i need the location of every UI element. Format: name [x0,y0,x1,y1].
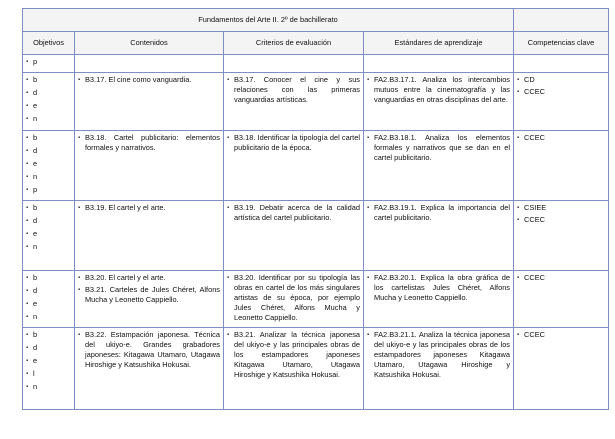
criterios-list [227,133,360,153]
list-item: ▪ p [26,57,71,67]
list-item: ▪ l [26,369,71,379]
objetivos-cell [23,328,75,410]
list-item: ▪ B3.18. Identificar la tipología del cartel publicitario de la época. [227,133,360,153]
objetivos-cell [23,201,75,271]
contenidos-cell [75,328,224,410]
column-header-objetivos: Objetivos [23,32,75,55]
list-item: ▪ B3.20. El cartel y el arte. [78,273,220,283]
competencias-cell [514,131,609,201]
list-item: ▪ B3.19. El cartel y el arte. [78,203,220,213]
contenidos-list [78,75,220,85]
list-item: ▪ d [26,343,71,353]
table-row [23,271,609,328]
list-item: ▪ CCEC [517,215,605,225]
estandares-list [367,203,510,223]
criterios-list [227,330,360,380]
list-item: ▪ e [26,356,71,366]
list-item: ▪ d [26,286,71,296]
table-row [23,328,609,410]
list-item: ▪ B3.22. Estampación japonesa. Técnica del ukiyo-e. Grandes grabadores japoneses: Kitagawa Utamaro, Utagawa Hiroshige y Katsushika Hokusai. [78,330,220,370]
list-item: ▪ b [26,75,71,85]
contenidos-cell [75,55,224,73]
objetivos-list [26,57,71,67]
list-item: ▪ B3.21. Analizar la técnica japonesa del ukiyo-e y las principales obras de los estampadores japoneses Kitagawa Utamaro, Utagawa Hiroshige y Katsushika Hokusai. [227,330,360,380]
list-item: ▪ b [26,203,71,213]
estandares-cell [364,271,514,328]
list-item: ▪ CD [517,75,605,85]
list-item: ▪ b [26,133,71,143]
contenidos-list [78,273,220,305]
list-item: ▪ n [26,242,71,252]
list-item: ▪ CCEC [517,273,605,283]
list-item: ▪ n [26,172,71,182]
list-item: ▪ n [26,114,71,124]
table-title-spacer [514,9,609,32]
contenidos-cell [75,271,224,328]
contenidos-list [78,330,220,370]
competencias-cell [514,73,609,131]
objetivos-list [26,133,71,195]
list-item: ▪ e [26,159,71,169]
list-item: ▪ CCEC [517,133,605,143]
competencias-list [517,203,605,225]
list-item: ▪ d [26,216,71,226]
curriculum-table [22,8,609,410]
list-item: ▪ n [26,312,71,322]
list-item: ▪ B3.18. Cartel publicitario: elementos formales y narrativos. [78,133,220,153]
list-item: ▪ d [26,88,71,98]
criterios-cell [224,271,364,328]
competencias-list [517,273,605,283]
list-item: ▪ b [26,273,71,283]
estandares-cell [364,73,514,131]
list-item: ▪ B3.20. Identificar por su tipología las obras en cartel de los más singulares artistas de su época, por ejemplo Jules Chéret, Alfons Mucha y Leonetto Cappiello. [227,273,360,323]
list-item: ▪ B3.17. El cine como vanguardia. [78,75,220,85]
criterios-cell [224,131,364,201]
objetivos-list [26,75,71,124]
table-row [23,55,609,73]
list-item: ▪ n [26,382,71,392]
estandares-cell [364,55,514,73]
criterios-cell [224,73,364,131]
table-title: Fundamentos del Arte II. 2º de bachillerato [23,9,514,32]
competencias-list [517,330,605,340]
criterios-cell [224,201,364,271]
objetivos-cell [23,131,75,201]
estandares-cell [364,201,514,271]
list-item: ▪ CCEC [517,330,605,340]
list-item: ▪ d [26,146,71,156]
competencias-cell [514,55,609,73]
column-header-estandares: Estándares de aprendizaje [364,32,514,55]
list-item: ▪ b [26,330,71,340]
list-item: ▪ FA2.B3.19.1. Explica la importancia del cartel publicitario. [367,203,510,223]
list-item: ▪ p [26,185,71,195]
list-item: ▪ CCEC [517,87,605,97]
contenidos-cell [75,201,224,271]
column-header-competencias: Competencias clave [514,32,609,55]
contenidos-cell [75,131,224,201]
list-item: ▪ FA2.B3.21.1. Analiza la técnica japonesa del ukiyo-e y las principales obras de los estampadores japoneses Kitagawa Utamaro, Utagawa Hiroshige y Katsushika Hokusai. [367,330,510,380]
list-item: ▪ FA2.B3.20.1. Explica la obra gráfica de los cartelistas Jules Chéret, Alfons Mucha y Leonetto Cappiello. [367,273,510,303]
list-item: ▪ FA2.B3.18.1. Analiza los elementos formales y narrativos que se dan en el cartel publicitario. [367,133,510,163]
table-row [23,73,609,131]
column-header-criterios: Criterios de evaluación [224,32,364,55]
list-item: ▪ e [26,299,71,309]
list-item: ▪ FA2.B3.17.1. Analiza los intercambios mutuos entre la cinematografía y las vanguardias en otras disciplinas del arte. [367,75,510,105]
competencias-list [517,133,605,143]
estandares-cell [364,131,514,201]
list-item: ▪ e [26,229,71,239]
list-item: ▪ B3.19. Debatir acerca de la calidad artística del cartel publicitario. [227,203,360,223]
objetivos-list [26,203,71,252]
objetivos-list [26,330,71,392]
column-header-contenidos: Contenidos [75,32,224,55]
criterios-list [227,273,360,323]
criterios-cell [224,55,364,73]
contenidos-list [78,133,220,153]
competencias-cell [514,201,609,271]
estandares-list [367,330,510,380]
list-item: ▪ B3.21. Carteles de Jules Chéret, Alfons Mucha y Leonetto Cappiello. [78,285,220,305]
list-item: ▪ e [26,101,71,111]
criterios-list [227,75,360,105]
criterios-list [227,203,360,223]
table-body [23,55,609,410]
estandares-cell [364,328,514,410]
competencias-cell [514,328,609,410]
competencias-cell [514,271,609,328]
criterios-cell [224,328,364,410]
contenidos-cell [75,73,224,131]
objetivos-list [26,273,71,322]
list-item: ▪ CSIEE [517,203,605,213]
contenidos-list [78,203,220,213]
table-row [23,201,609,271]
estandares-list [367,133,510,163]
estandares-list [367,273,510,303]
objetivos-cell [23,55,75,73]
competencias-list [517,75,605,97]
list-item: ▪ B3.17. Conocer el cine y sus relaciones con las primeras vanguardias artísticas. [227,75,360,105]
table-row [23,131,609,201]
objetivos-cell [23,271,75,328]
estandares-list [367,75,510,105]
objetivos-cell [23,73,75,131]
